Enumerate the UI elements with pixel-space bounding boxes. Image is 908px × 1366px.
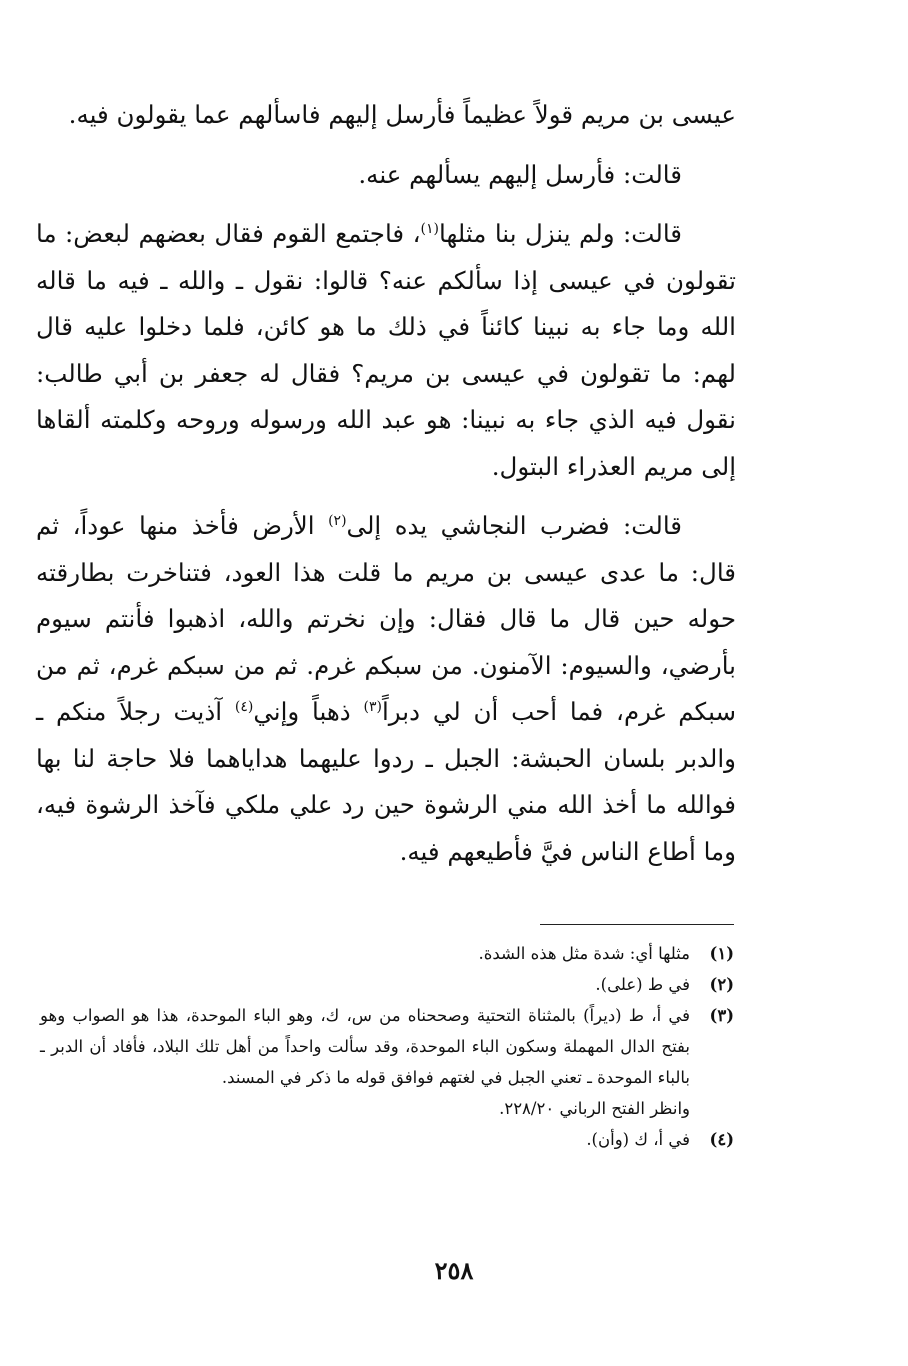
footnote-number: (٢) [709,975,734,994]
paragraph-3-text-c: ذهباً وإني [253,697,364,726]
paragraph-3-text-b: الأرض فأخذ منها عوداً، ثم قال: ما عدى عيسى بن مريم ما قلت هذا العود، فتناخرت بطارقته حوله حين قال ما قال فقال: وإن نخرتم والله، اذهبوا فأنتم سيوم بأرضي، والسيوم: الآمنون. من سبكم غرم. ثم من سبكم غرم، ثم من سبكم غرم، فما أحب أن لي دبراً [36,511,736,726]
paragraph-3 [36,503,736,875]
paragraph-2 [36,211,736,490]
footnote-separator [540,924,734,925]
paragraph-2-text-a: قالت: ولم ينزل بنا مثلها [438,219,682,248]
footnote-ref-2: (٢) [328,512,347,529]
footnote-text: مثلها أي: شدة مثل هذه الشدة. [478,944,690,963]
footnote-text-reference: وانظر الفتح الرباني ٢٢٨/٢٠. [499,1099,690,1118]
footnote-text: في أ، ط (ديراً) بالمثناة التحتية وصححناه من س، ك، وهو الباء الموحدة، هذا هو الصواب وهو بفتح الدال المهملة وسكون الباء الموحدة، وقد سألت واحداً من أهل تلك البلاد، فأفاد أن الدبر ـ بالباء الموحدة ـ تعني الجبل في لغتهم فوافق قوله ما ذكر في المسند. [40,1006,690,1087]
footnote-ref-3: (٣) [363,698,382,715]
footnote-number: (٣) [709,1006,734,1025]
footnote-4 [40,1124,734,1155]
paragraph-3-text-d: آذيت رجلاً منكم ـ والدبر بلسان الحبشة: الجبل ـ ردوا عليهما هداياهما فلا حاجة لنا بها فوالله ما أخذ الله مني الرشوة حين رد علي ملكي فآخذ الرشوة فيه، وما أطاع الناس فيَّ فأطيعهم فيه. [36,697,736,866]
footnote-text: في ط (على). [595,975,690,994]
footnotes [40,938,734,1155]
paragraph-2-text-b: ، فاجتمع القوم فقال بعضهم لبعض: ما تقولون في عيسى إذا سألكم عنه؟ قالوا: نقول ـ والله ـ فيه ما قاله الله وما جاء به نبينا كائناً في ذلك ما هو كائن، فلما دخلوا عليه قال لهم: ما تقولون في عيسى بن مريم؟ فقال له جعفر بن أبي طالب: نقول فيه الذي جاء به نبينا: هو عبد الله ورسوله وروحه وكلمته ألقاها إلى مريم العذراء البتول. [36,219,736,481]
main-text [36,92,736,888]
footnote-3 [40,1000,734,1124]
paragraph-1-text: قالت: فأرسل إليهم يسألهم عنه. [358,159,682,189]
page-number: ٢٥٨ [434,1256,474,1285]
footnote-text: في أ، ك (وأن). [586,1130,690,1149]
paragraph-0-text: عيسى بن مريم قولاً عظيماً فأرسل إليهم فاسألهم عما يقولون فيه. [68,100,736,129]
footnote-number: (٤) [709,1130,734,1149]
footnote-ref-4: (٤) [234,698,254,715]
paragraph-3-text-a: قالت: فضرب النجاشي يده إلى [346,511,682,540]
paragraph-1 [36,152,736,199]
paragraph-0 [36,92,736,139]
footnote-ref-1: (١) [420,220,439,237]
footnote-1 [40,938,734,969]
footnote-2 [40,969,734,1000]
footnote-number: (١) [709,944,734,963]
